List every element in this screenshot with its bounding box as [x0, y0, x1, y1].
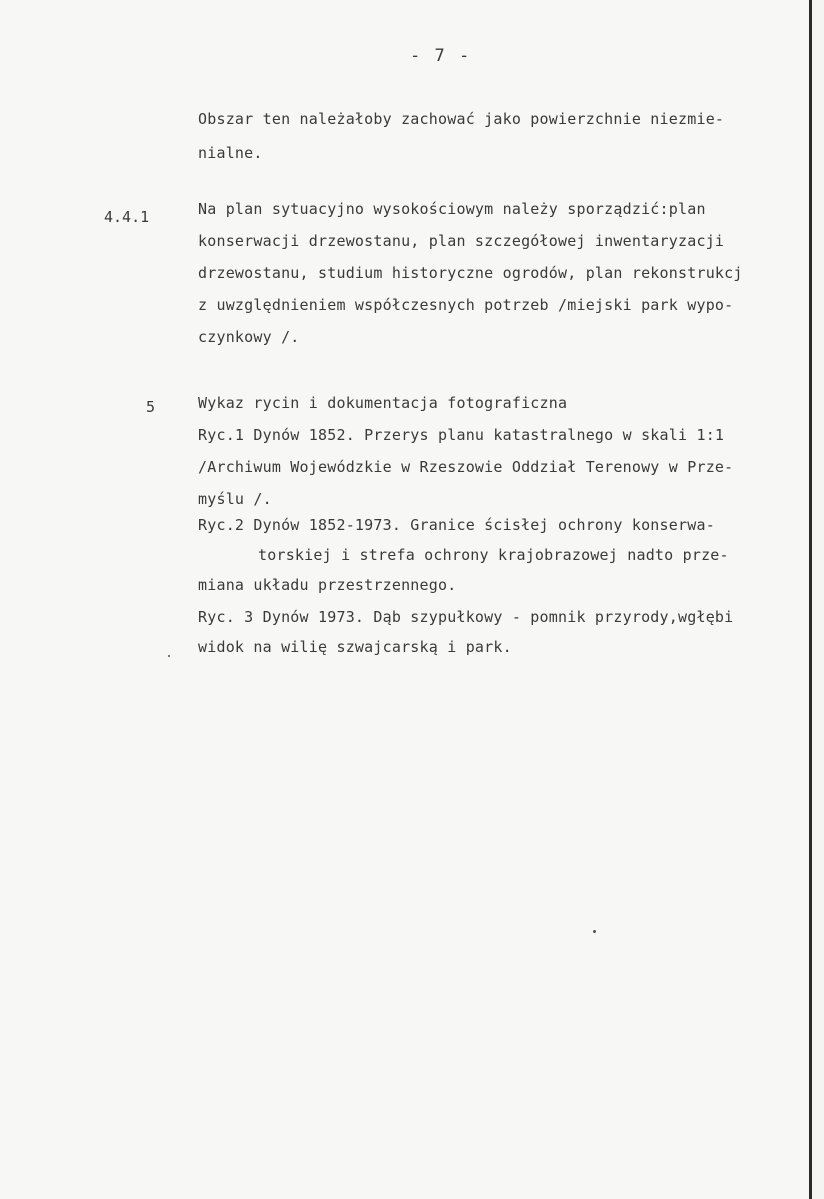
section-5-line-3: /Archiwum Wojewódzkie w Rzeszowie Oddział Terenowy w Prze-: [198, 458, 734, 476]
section-441-line-5: czynkowy /.: [198, 328, 300, 346]
section-number-4-4-1: 4.4.1: [104, 208, 150, 226]
section-5-line-9: widok na wilię szwajcarską i park.: [198, 638, 512, 656]
intro-line-1: Obszar ten należałoby zachować jako powierzchnie niezmie-: [198, 110, 725, 128]
section-5-line-8: Ryc. 3 Dynów 1973. Dąb szypułkowy - pomnik przyrody,wgłębi: [198, 608, 734, 626]
page-number: - 7 -: [410, 46, 472, 66]
section-441-line-4: z uwzględnieniem współczesnych potrzeb /miejski park wypo-: [198, 296, 734, 314]
section-number-5: 5: [146, 398, 156, 416]
scan-speck: [168, 655, 170, 657]
section-5-heading: Wykaz rycin i dokumentacja fotograficzna: [198, 394, 568, 412]
intro-line-2: nialne.: [198, 144, 263, 162]
section-5-line-2: Ryc.1 Dynów 1852. Przerys planu katastralnego w skali 1:1: [198, 426, 725, 444]
scan-speck: [593, 930, 596, 933]
section-5-line-7: miana układu przestrzennego.: [198, 576, 457, 594]
section-441-line-3: drzewostanu, studium historyczne ogrodów, plan rekonstrukcj: [198, 264, 743, 282]
section-5-line-5: Ryc.2 Dynów 1852-1973. Granice ścisłej ochrony konserwa-: [198, 516, 715, 534]
section-5-line-6: torskiej i strefa ochrony krajobrazowej nadto prze-: [258, 546, 729, 564]
section-441-line-1: Na plan sytuacyjno wysokościowym należy sporządzić:plan: [198, 200, 706, 218]
section-441-line-2: konserwacji drzewostanu, plan szczegółowej inwentaryzacji: [198, 232, 725, 250]
section-5-line-4: myślu /.: [198, 490, 272, 508]
